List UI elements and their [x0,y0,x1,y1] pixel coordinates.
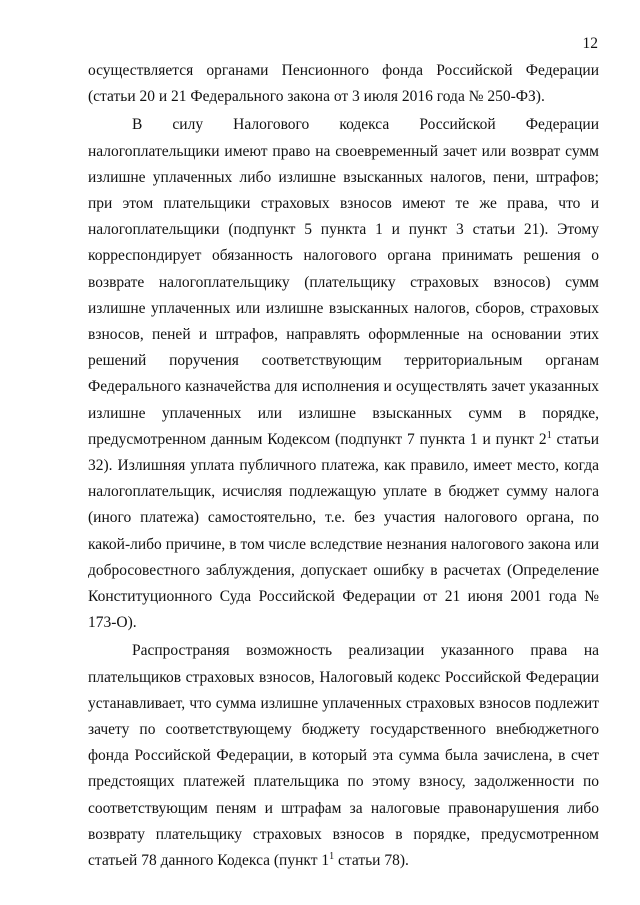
document-body [88,58,599,874]
paragraph-text: статьи 32). Излишняя уплата публичного платежа, как правило, имеет место, когда налогоплательщик, исчисляя подлежащую уплате в бюджет сумму налога (иного платежа) самостоятельно, т.е. без участия налогового органа, по какой-либо причине, в том числе вследствие незнания налогового закона или добросовестного заблуждения, допускает ошибку в расчетах (Определение Конституционного Суда Российской Федерации от 21 июня 2001 года № 173-О). [88,430,599,632]
paragraph-tax-code-rights [88,112,599,636]
superscript-mark: 1 [329,851,335,863]
paragraph-insurance-contributions [88,638,599,874]
paragraph-text: Распространяя возможность реализации указанного права на плательщиков страховых взносов, Налоговый кодекс Российской Федерации устанавливает, что сумма излишне уплаченных страховых взносов подлежит зачету по соответствующему бюджету государственного внебюджетного фонда Российской Федерации, в который эта сумма была зачислена, в счет предстоящих платежей плательщика по этому взносу, задолженности по соответствующим пеням и штрафам за налоговые правонарушения либо возврату плательщику страховых взносов в порядке, предусмотренном статьей 78 данного Кодекса (пункт 1 [88,642,599,870]
paragraph-continuation [88,58,599,110]
superscript-mark: 1 [546,429,552,441]
paragraph-text: статьи 78). [334,852,409,870]
page-number: 12 [582,35,598,52]
paragraph-text: осуществляется органами Пенсионного фонда Российской Федерации (статьи 20 и 21 Федерального закона от 3 июля 2016 года № 250-ФЗ). [88,62,599,106]
paragraph-text: В силу Налогового кодекса Российской Федерации налогоплательщики имеют право на своевременный зачет или возврат сумм излишне уплаченных либо излишне взысканных налогов, пени, штрафов; при этом плательщики страховых взносов имеют те же права, что и налогоплательщики (подпункт 5 пункта 1 и пункт 3 статьи 21). Этому корреспондирует обязанность налогового органа принимать решения о возврате налогоплательщику (плательщику страховых взносов) сумм излишне уплаченных или излишне взысканных налогов, сборов, страховых взносов, пеней и штрафов, направлять оформленные на основании этих решений поручения соответствующим территориальным органам Федерального казначейства для исполнения и осуществлять зачет указанных излишне уплаченных или излишне взысканных сумм в порядке, предусмотренном данным Кодексом (подпункт 7 пункта 1 и пункт 2 [88,116,599,448]
